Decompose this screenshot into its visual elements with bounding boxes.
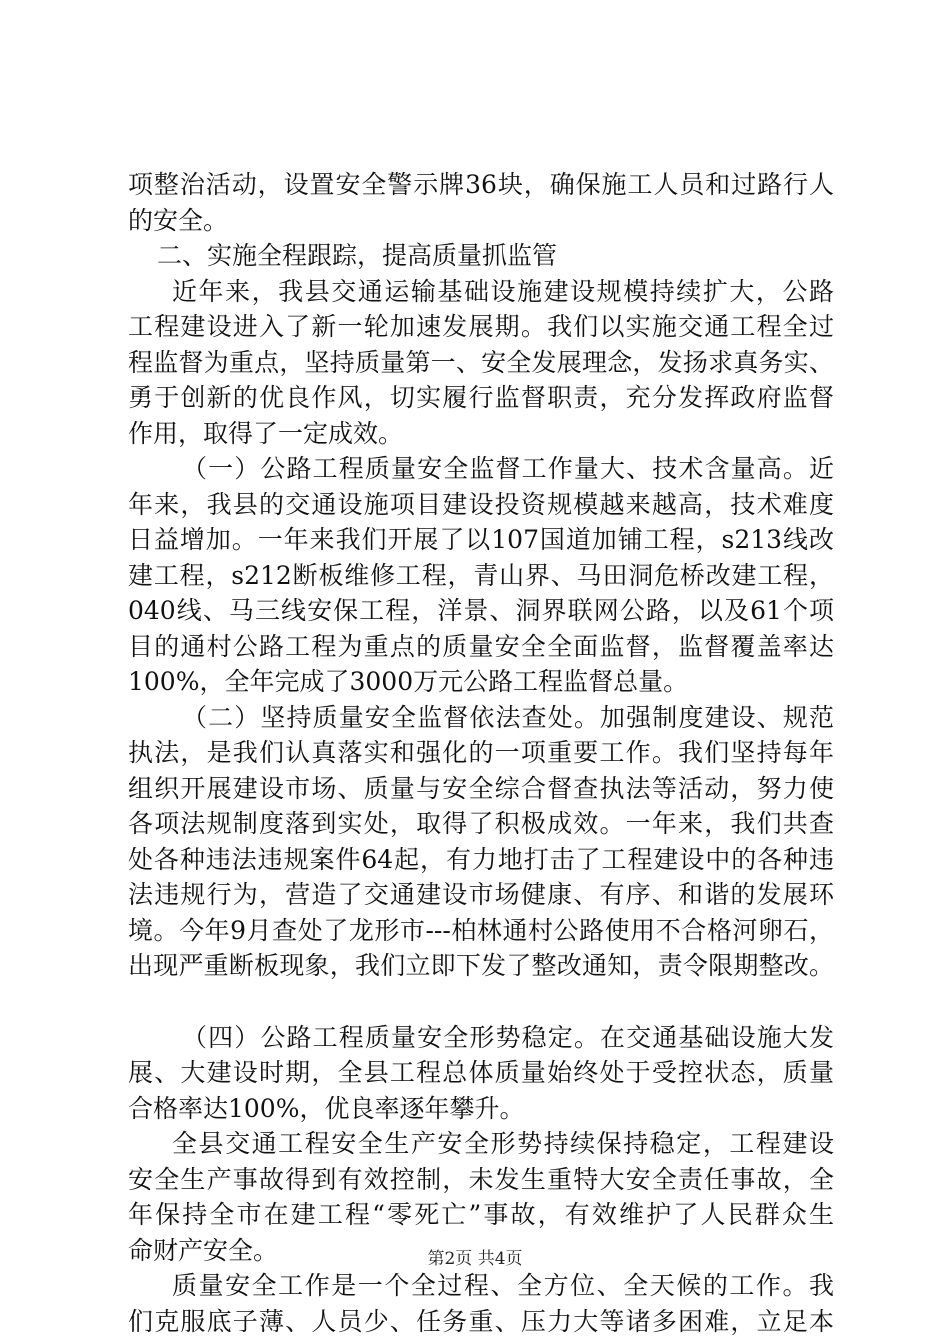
- text-line: 程监督为重点，坚持质量第一、安全发展理念，发扬求真务实、: [128, 347, 834, 377]
- text-line: 全县交通工程安全生产安全形势持续保持稳定，工程建设: [172, 1129, 834, 1158]
- text-line: 工程建设进入了新一轮加速发展期。我们以实施交通工程全过: [128, 312, 834, 341]
- text-line: 执法，是我们认真落实和强化的一项重要工作。我们坚持每年: [128, 738, 834, 767]
- subsection-lead: （二）坚持质量安全监督依法查处。加强制度建设、规范: [182, 702, 834, 732]
- page-number-footer: 第2页 共4页: [427, 1249, 523, 1269]
- text-line: 年保持全市在建工程“零死亡”事故，有效维护了人民群众生: [128, 1200, 834, 1229]
- text-line: 们克服底子薄、人员少、任务重、压力大等诸多困难，立足本: [128, 1306, 834, 1336]
- text-line: 各项法规制度落到实处，取得了积极成效。一年来，我们共查: [128, 809, 834, 838]
- section-heading: 二、实施全程跟踪，提高质量抓监管: [157, 241, 558, 270]
- text-line: 目的通村公路工程为重点的质量安全全面监督，监督覆盖率达: [128, 631, 834, 661]
- text-line: 年来，我县的交通设施项目建设投资规模越来越高，技术难度: [128, 489, 834, 519]
- subsection-lead: （一）公路工程质量安全监督工作量大、技术含量高。近: [182, 454, 834, 483]
- text-line: 组织开展建设市场、质量与安全综合督查执法等活动，努力使: [128, 773, 834, 803]
- text-line: 法违规行为，营造了交通建设市场健康、有序、和谐的发展环: [128, 880, 834, 909]
- text-line: 近年来，我县交通运输基础设施建设规模持续扩大，公路: [172, 276, 834, 306]
- text-line: 040线、马三线安保工程，洋景、洞界联网公路，以及61个项: [128, 596, 834, 625]
- text-line: 境。今年9月查处了龙形市---柏林通村公路使用不合格河卵石，: [128, 915, 834, 945]
- text-line: 勇于创新的优良作风，切实履行监督职责，充分发挥政府监督: [128, 383, 834, 412]
- subsection-lead: （四）公路工程质量安全形势稳定。在交通基础设施大发: [182, 1022, 834, 1052]
- text-line: 日益增加。一年来我们开展了以107国道加铺工程，s213线改: [128, 525, 834, 554]
- text-line: 命财产安全。: [128, 1235, 279, 1265]
- text-line: 处各种违法违规案件64起，有力地打击了工程建设中的各种违: [128, 844, 834, 874]
- text-line: 100%，全年完成了3000万元公路工程监督总量。: [128, 667, 689, 696]
- document-body: [128, 167, 834, 1339]
- text-line: 质量安全工作是一个全过程、全方位、全天候的工作。我: [172, 1271, 834, 1300]
- text-line: 合格率达100%，优良率逐年攀升。: [128, 1093, 525, 1123]
- paragraph-gap: [128, 984, 834, 1020]
- text-line: 出现严重断板现象，我们立即下发了整改通知，责令限期整改。: [128, 951, 834, 980]
- text-line: 项整治活动，设置安全警示牌36块，确保施工人员和过路行人: [128, 170, 834, 199]
- text-line: 的安全。: [128, 205, 229, 235]
- text-line: 作用，取得了一定成效。: [128, 418, 404, 448]
- text-line: 建工程，s212断板维修工程，青山界、马田洞危桥改建工程，: [128, 560, 834, 590]
- text-line: 展、大建设时期，全县工程总体质量始终处于受控状态，质量: [128, 1058, 834, 1087]
- text-line: 安全生产事故得到有效控制，未发生重特大安全责任事故，全: [128, 1164, 834, 1194]
